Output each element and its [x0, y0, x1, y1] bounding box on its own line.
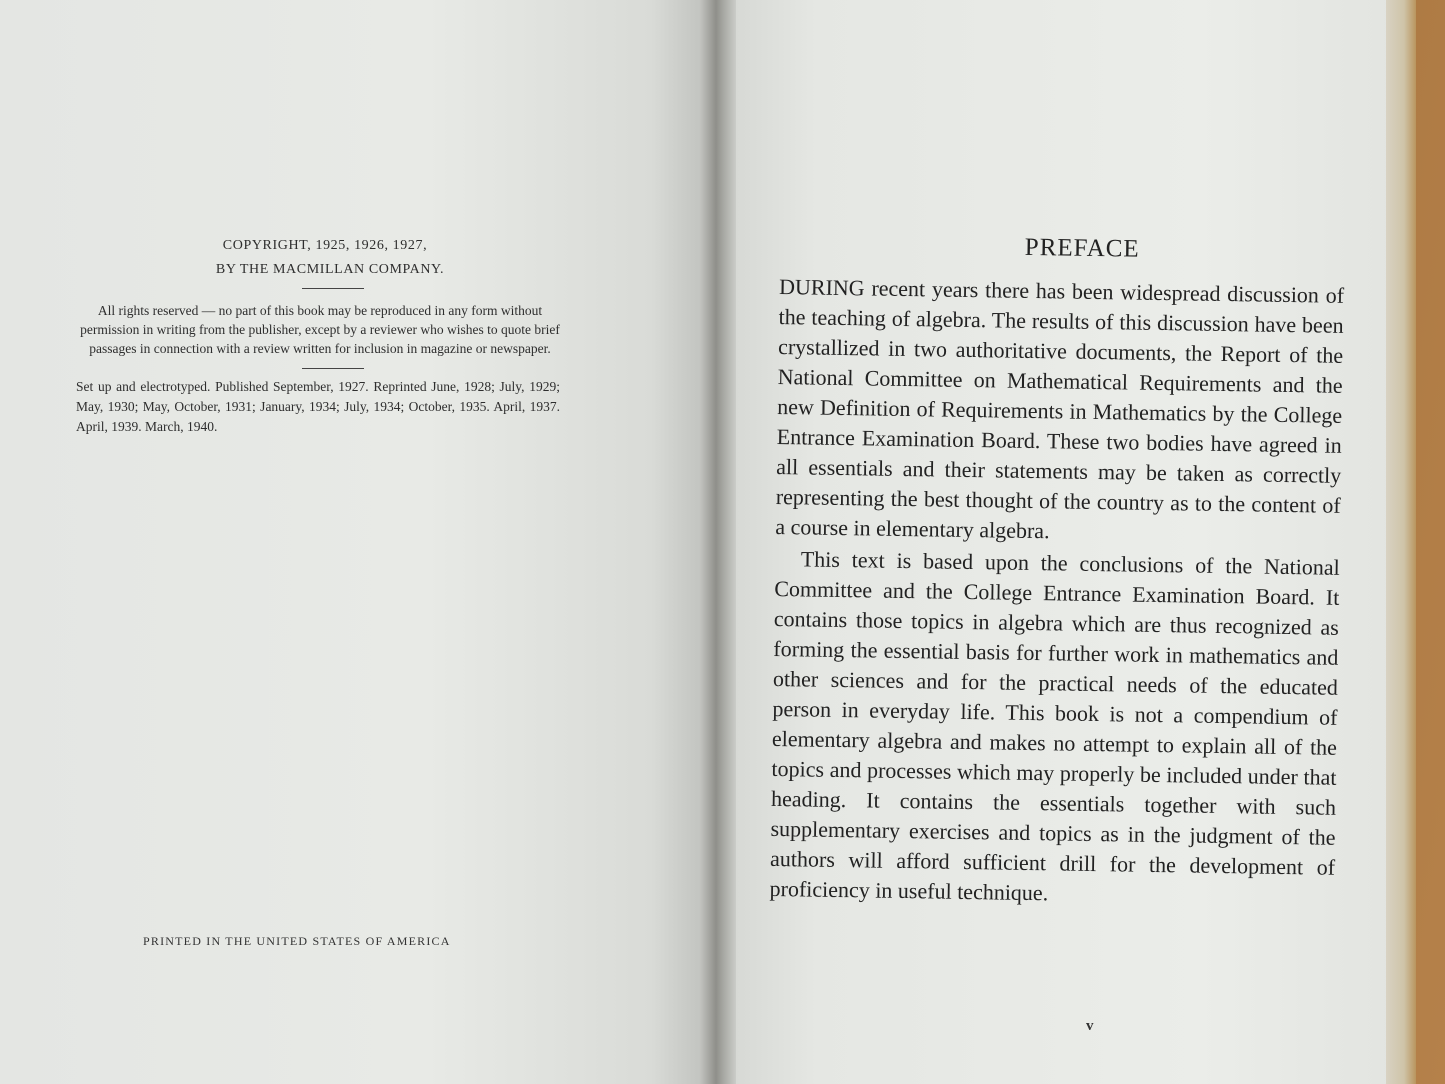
page-number: v	[1086, 1018, 1094, 1034]
copyright-line: COPYRIGHT, 1925, 1926, 1927,	[222, 238, 428, 253]
preface-paragraph: This text is based upon the conclusions of the National Committee and the College Entrance Examination Board. It contains those topics in algebra which are thus recognized as forming the essential basis for further work in mathematics and other sciences and for the practical needs of the educated person in everyday life. This book is not a compendium of elementary algebra and makes no attempt to explain all of the topics and processes which may properly be included under that heading. It contains the essentials together with such supplementary exercises and topics as in the judgment of the authors will afford sufficient drill for the development of proficiency in useful technique.	[769, 546, 1340, 906]
preface-title: PREFACE	[1024, 233, 1140, 263]
left-page	[0, 0, 708, 1084]
publication-history: Set up and electrotyped. Published September, 1927. Reprinted June, 1928; July, 1929; May, 1930; May, October, 1931; January, 1934; July, 1934; October, 1935. April, 1937. April, 1939. March, 1940.	[76, 379, 560, 434]
book-gutter	[700, 0, 740, 1084]
rights-notice: All rights reserved — no part of this book may be reproduced in any form without permission in writing from the publisher, except by a reviewer who wishes to quote brief passages in connection with a review written for inclusion in magazine or newspaper.	[80, 303, 560, 356]
publisher-line: BY THE MACMILLAN COMPANY.	[215, 262, 445, 277]
preface-section	[769, 230, 1345, 913]
divider-rule	[302, 288, 364, 289]
page-stack-edge	[1386, 0, 1416, 1084]
preface-paragraph: DURING recent years there has been widespread discussion of the teaching of algebra. The results of this discussion have been crystallized in two authoritative documents, the Report of the National Committee on Mathematical Requirements and the new Definition of Requirements in Mathematics by the College Entrance Examination Board. These two bodies have agreed in all essentials and their statements may be taken as correctly representing the best thought of the country as to the content of a course in elementary algebra.	[775, 273, 1345, 544]
divider-rule	[302, 368, 364, 369]
copyright-block	[70, 238, 560, 437]
printed-in-usa: PRINTED IN THE UNITED STATES OF AMERICA	[143, 934, 451, 948]
